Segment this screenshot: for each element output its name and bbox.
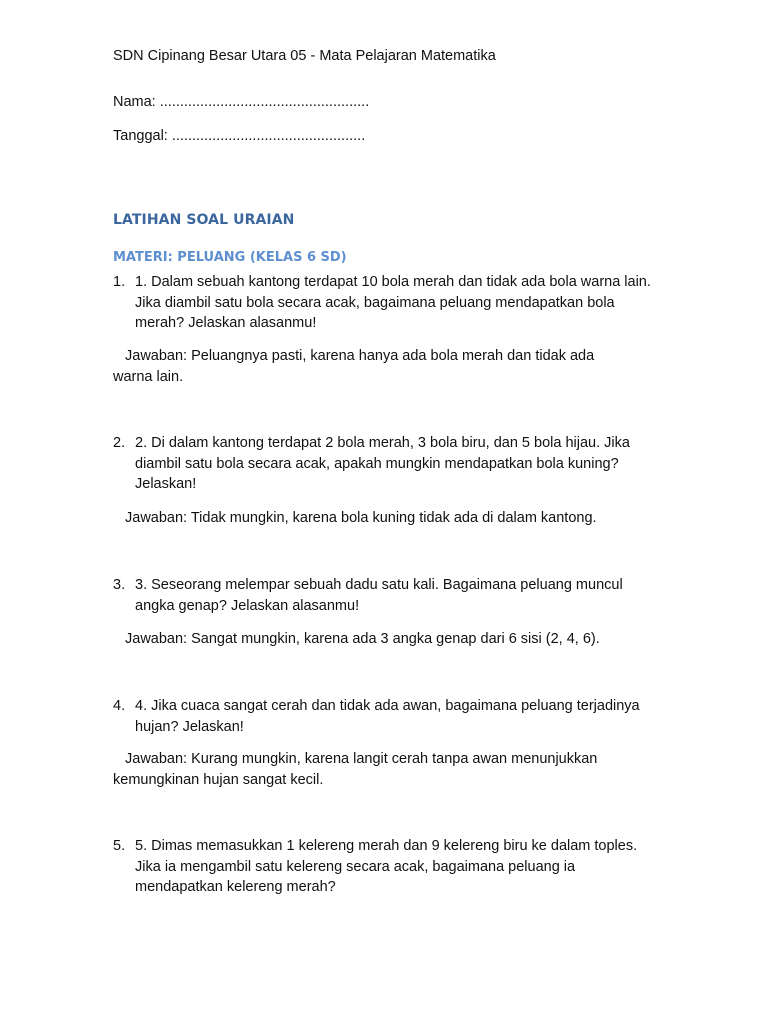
question-text: 4. Jika cuaca sangat cerah dan tidak ada awan, bagaimana peluang terjadinya hujan? Jelaskan! — [135, 698, 640, 735]
question-number: 3. — [113, 577, 126, 593]
date-field-line: Tanggal: ................................................ — [113, 128, 366, 144]
school-subject-line: SDN Cipinang Besar Utara 05 - Mata Pelajaran Matematika — [113, 48, 496, 64]
question-number: 5. — [113, 838, 126, 854]
question-number: 2. — [113, 435, 126, 451]
worksheet-subtitle: MATERI: PELUANG (KELAS 6 SD) — [113, 250, 347, 265]
answer-4: Jawaban: Kurang mungkin, karena langit cerah tanpa awan menunjukkan kemungkinan hujan sangat kecil. — [113, 751, 598, 788]
name-field-line: Nama: .................................................... — [113, 94, 370, 110]
question-text: 2. Di dalam kantong terdapat 2 bola merah, 3 bola biru, dan 5 bola hijau. Jika diambil satu bola secara acak, apakah mungkin mendapatkan bola kuning? Jelaskan! — [135, 435, 630, 492]
worksheet-title: LATIHAN SOAL URAIAN — [113, 212, 295, 228]
question-4 — [113, 696, 653, 737]
question-number: 1. — [113, 274, 126, 290]
question-text: 5. Dimas memasukkan 1 kelereng merah dan 9 kelereng biru ke dalam toples. Jika ia mengambil satu kelereng secara acak, bagaimana peluang ia mendapatkan kelereng merah? — [135, 838, 638, 895]
question-text: 3. Seseorang melempar sebuah dadu satu kali. Bagaimana peluang muncul angka genap? Jelaskan alasanmu! — [135, 577, 623, 614]
answer-2: Jawaban: Tidak mungkin, karena bola kuning tidak ada di dalam kantong. — [125, 510, 597, 526]
question-number: 4. — [113, 698, 126, 714]
question-5 — [113, 836, 653, 898]
answer-3: Jawaban: Sangat mungkin, karena ada 3 angka genap dari 6 sisi (2, 4, 6). — [125, 631, 600, 647]
question-2 — [113, 433, 653, 495]
question-1 — [113, 272, 653, 334]
question-3 — [113, 575, 653, 616]
answer-1: Jawaban: Peluangnya pasti, karena hanya ada bola merah dan tidak ada warna lain. — [113, 348, 595, 385]
question-text: 1. Dalam sebuah kantong terdapat 10 bola merah dan tidak ada bola warna lain. Jika diambil satu bola secara acak, bagaimana peluang mendapatkan bola merah? Jelaskan alasanmu! — [135, 274, 651, 331]
